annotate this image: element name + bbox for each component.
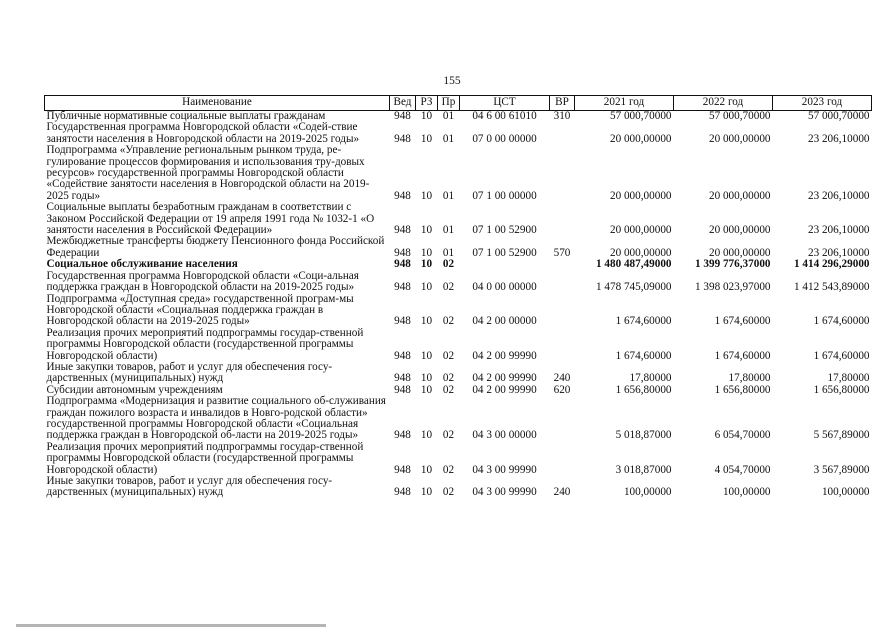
row-2022-amount: 1 656,80000 [714,383,771,396]
table-body [45,111,872,499]
row-2021-amount: 1 480 487,49000 [595,258,672,271]
row-2022-amount: 1 674,60000 [714,315,771,328]
row-name-cell: Субсидии автономным учреждениям [46,383,223,396]
row-ved-cell: 948 [394,486,411,499]
header-2023: 2023 год [773,96,872,111]
row-2023-amount: 23 206,10000 [807,132,870,145]
row-name-cell: Подпрограмма «Доступная среда» государственной програм-мы Новгородской области «Социальная поддержка граждан в Новгородской области на 2019-2025 годы» [46,292,354,328]
row-name-cell: Межбюджетные трансферты бюджету Пенсионного фонда Российской Федерации [46,235,385,259]
table-row [45,236,872,259]
row-rz-cell: 10 [420,372,433,385]
row-2023-amount: 5 567,89000 [813,429,870,442]
row-2023-amount: 23 206,10000 [807,224,870,237]
row-name-cell: Подпрограмма «Управление региональным рынком труда, ре-гулирование процессов формирования и использования тру-довых ресурсов» государственной программы Новгородской области «Содействие занятости населения в Новгородской области на 2019-2025 годы» [46,144,370,202]
row-rz-cell: 10 [420,429,433,442]
row-pr-cell: 02 [442,281,455,294]
row-cst-cell: 04 0 00 00000 [472,281,537,294]
row-ved-cell: 948 [394,349,411,362]
row-ved-cell: 948 [394,463,411,476]
row-pr-cell: 01 [442,110,455,122]
row-2023-amount: 17,80000 [827,372,870,385]
row-rz-cell: 10 [420,246,433,259]
row-cst-cell: 04 2 00 99990 [472,349,537,362]
row-ved-cell: 948 [394,189,411,202]
row-2023-amount: 1 674,60000 [813,315,870,328]
row-vr-cell [550,328,575,362]
row-pr-cell: 02 [442,258,455,271]
row-pr-cell: 02 [442,383,455,396]
row-vr-cell [550,294,575,328]
row-vr-cell [550,259,575,270]
row-rz-cell: 10 [420,132,433,145]
row-2022-amount: 100,00000 [722,486,771,499]
row-2022-amount: 4 054,70000 [714,463,771,476]
row-cst-cell: 04 2 00 00000 [472,315,537,328]
table-row [45,442,872,476]
table-row [45,202,872,236]
bottom-scan-rule [16,624,326,627]
row-ved-cell: 948 [394,315,411,328]
row-name-cell: Социальное обслуживание населения [46,258,238,271]
row-pr-cell: 01 [442,132,455,145]
row-rz-cell: 10 [420,383,433,396]
row-name-cell: Иные закупки товаров, работ и услуг для обеспечения госу-дарственных (муниципальных) нужд [46,475,333,499]
header-ved: Вед [390,96,416,111]
row-2023-amount: 1 674,60000 [813,349,870,362]
table-row [45,476,872,499]
row-ved-cell: 948 [394,372,411,385]
row-ved-cell: 948 [394,383,411,396]
row-pr-cell: 02 [442,463,455,476]
row-2021-amount: 20 000,00000 [609,132,672,145]
row-rz-cell: 10 [420,189,433,202]
row-2022-amount: 57 000,70000 [708,110,771,122]
row-vr-cell: 620 [553,383,571,396]
row-vr-cell [550,396,575,442]
row-cst-cell: 04 2 00 99990 [472,383,537,396]
row-name-cell: Иные закупки товаров, работ и услуг для обеспечения госу-дарственных (муниципальных) нужд [46,360,333,385]
table-row [45,145,872,202]
header-rz: РЗ [416,96,438,111]
row-2021-amount: 1 674,60000 [615,349,672,362]
row-pr-cell: 01 [442,246,455,259]
row-name-cell: Государственная программа Новгородской области «Соци-альная поддержка граждан в Новгородской области на 2019-2025 годы» [46,269,359,294]
row-cst-cell: 04 3 00 00000 [472,429,537,442]
table-header-row [45,96,872,111]
row-2023-amount: 23 206,10000 [807,189,870,202]
budget-table [44,95,872,499]
row-2023-amount: 1 414 296,29000 [793,258,870,271]
row-vr-cell [550,145,575,202]
header-name: Наименование [45,96,390,111]
row-cst-cell: 07 1 00 52900 [472,246,537,259]
row-cst-cell: 07 1 00 00000 [472,189,537,202]
header-2021: 2021 год [575,96,674,111]
row-2022-amount: 20 000,00000 [708,246,771,259]
row-vr-cell [550,122,575,145]
row-pr-cell: 02 [442,372,455,385]
row-ved-cell: 948 [394,246,411,259]
row-vr-cell [550,442,575,476]
header-2022: 2022 год [674,96,773,111]
row-pr-cell: 01 [442,189,455,202]
row-2023-amount: 100,00000 [821,486,870,499]
row-name-cell: Подпрограмма «Модернизация и развитие социального об-служивания граждан пожилого возраста и инвалидов в Новго-родской области» государственной программы Новгородской области «Социальная поддержка граждан в Новгородской об-ласти на 2019-2025 годы» [46,395,386,442]
row-name-cell: Государственная программа Новгородской области «Содей-ствие занятости населения в Новгородской области на 2019-2025 годы» [46,121,360,145]
table-row [45,271,872,294]
row-2021-amount: 1 478 745,09000 [595,281,672,294]
table-row [45,294,872,328]
header-cst: ЦСТ [460,96,550,111]
row-cst-cell: 04 6 00 61010 [472,110,537,122]
row-vr-cell [550,202,575,236]
row-2021-amount: 20 000,00000 [609,246,672,259]
row-name-cell: Реализация прочих мероприятий подпрограммы государ-ственной программы Новгородской области (государственной программы Новгородской области) [46,440,364,476]
row-2022-amount: 17,80000 [728,372,771,385]
row-name-cell: Социальные выплаты безработным гражданам в соответствии с Законом Российской Федерации от 19 апреля 1991 года № 1032-1 «О занятости населения в Российской Федерации» [46,201,375,237]
row-rz-cell: 10 [420,224,433,237]
row-name-cell: Публичные нормативные социальные выплаты гражданам [46,110,326,122]
row-vr-cell [550,271,575,294]
row-cst-cell: 04 3 00 99990 [472,486,537,499]
row-2021-amount: 1 656,80000 [615,383,672,396]
row-2021-amount: 20 000,00000 [609,189,672,202]
row-ved-cell: 948 [394,429,411,442]
table-row [45,328,872,362]
row-2022-amount: 1 399 776,37000 [694,258,771,271]
row-cst-cell: 04 2 00 99990 [472,372,537,385]
row-2022-amount: 6 054,70000 [714,429,771,442]
row-rz-cell: 10 [420,110,433,122]
row-ved-cell: 948 [394,132,411,145]
row-vr-cell: 240 [553,486,571,499]
row-rz-cell: 10 [420,349,433,362]
row-2022-amount: 1 398 023,97000 [694,281,771,294]
table-row [45,362,872,385]
row-2021-amount: 1 674,60000 [615,315,672,328]
row-pr-cell: 02 [442,486,455,499]
row-rz-cell: 10 [420,486,433,499]
table-row [45,122,872,145]
row-2023-amount: 3 567,89000 [813,463,870,476]
row-vr-cell: 240 [553,372,571,385]
row-2022-amount: 1 674,60000 [714,349,771,362]
row-pr-cell: 02 [442,429,455,442]
row-rz-cell: 10 [420,258,433,271]
row-vr-cell: 570 [553,246,571,259]
row-2021-amount: 57 000,70000 [609,110,672,122]
row-2021-amount: 5 018,87000 [615,429,672,442]
row-cst-cell: 07 1 00 52900 [472,224,537,237]
row-vr-cell: 310 [553,110,571,122]
row-2023-amount: 23 206,10000 [807,246,870,259]
row-2023-amount: 1 656,80000 [813,383,870,396]
row-rz-cell: 10 [420,463,433,476]
table-row [45,259,872,270]
row-cst-cell: 04 3 00 99990 [472,463,537,476]
page-number: 155 [443,75,461,87]
header-vr: ВР [550,96,575,111]
row-cst-cell [460,259,550,270]
row-rz-cell: 10 [420,315,433,328]
row-2022-amount: 20 000,00000 [708,224,771,237]
row-ved-cell: 948 [394,110,411,122]
row-2021-amount: 3 018,87000 [615,463,672,476]
row-ved-cell: 948 [394,224,411,237]
row-cst-cell: 07 0 00 00000 [472,132,537,145]
row-pr-cell: 02 [442,349,455,362]
row-2022-amount: 20 000,00000 [708,189,771,202]
row-ved-cell: 948 [394,258,411,271]
row-2021-amount: 17,80000 [629,372,672,385]
row-2023-amount: 1 412 543,89000 [793,281,870,294]
row-2021-amount: 20 000,00000 [609,224,672,237]
row-2022-amount: 20 000,00000 [708,132,771,145]
row-2023-amount: 57 000,70000 [807,110,870,122]
row-2021-amount: 100,00000 [623,486,672,499]
row-pr-cell: 01 [442,224,455,237]
row-pr-cell: 02 [442,315,455,328]
row-rz-cell: 10 [420,281,433,294]
row-name-cell: Реализация прочих мероприятий подпрограммы государ-ственной программы Новгородской области (государственной программы Новгородской области) [46,326,364,362]
header-pr: Пр [438,96,460,111]
table-row [45,396,872,442]
row-ved-cell: 948 [394,281,411,294]
